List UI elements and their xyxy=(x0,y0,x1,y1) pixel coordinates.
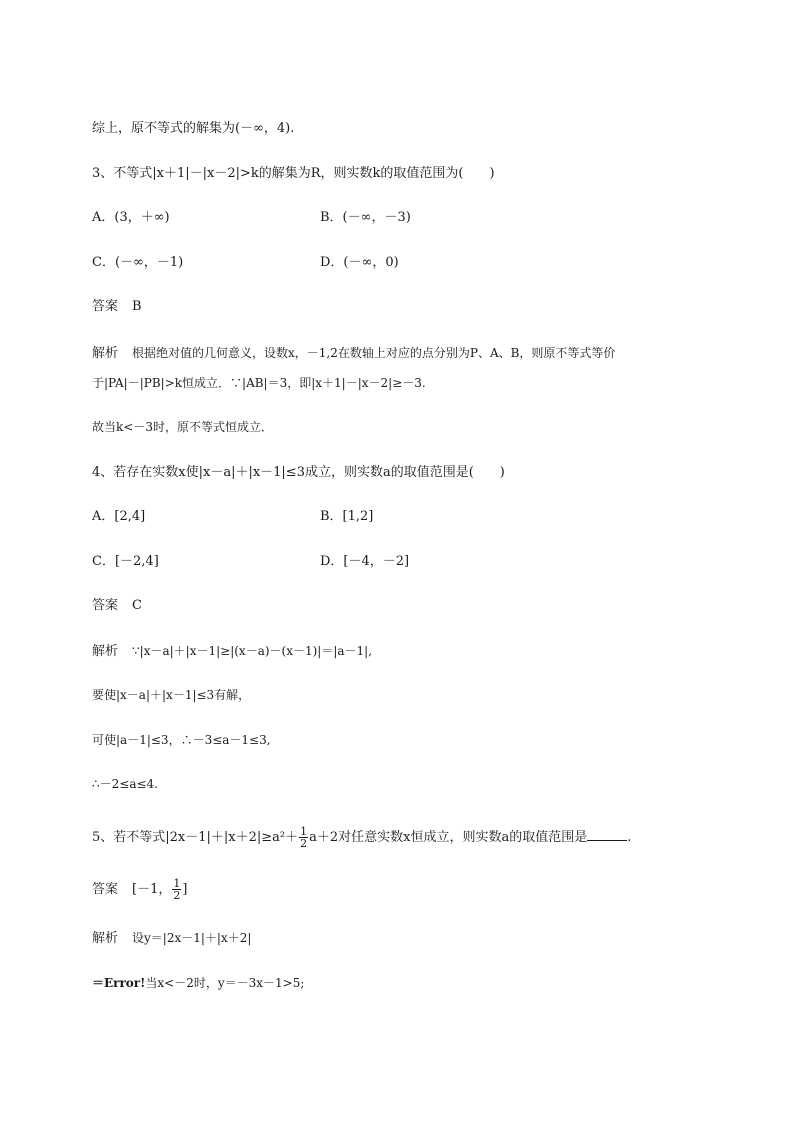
q4-answer xyxy=(92,597,142,615)
q5-answer-fraction xyxy=(172,878,181,901)
q4-option-c: C．[－2,4] xyxy=(92,554,159,569)
q5-stem-pre: 5、若不等式|2x－1|＋|x＋2|≥a²＋ xyxy=(92,830,299,845)
q4-analysis-line1 xyxy=(92,642,372,661)
q4-analysis-line2: 要使|x－a|＋|x－1|≤3有解， xyxy=(92,688,251,702)
fraction-numerator: 1 xyxy=(173,877,181,890)
fraction-denominator: 2 xyxy=(173,889,181,902)
q4-analysis-text1: ∵|x－a|＋|x－1|≥|(x－a)－(x－1)|＝|a－1|, xyxy=(132,644,373,658)
q4-stem: 4、若存在实数x使|x－a|＋|x－1|≤3成立，则实数a的取值范围是( ) xyxy=(92,465,505,480)
q3-answer xyxy=(92,298,142,316)
intro-conclusion: 综上，原不等式的解集为(－∞，4). xyxy=(92,121,295,136)
q4-option-d: D．[－4，－2] xyxy=(320,554,410,569)
q5-analysis-line2 xyxy=(92,974,304,992)
q5-analysis-line1 xyxy=(92,929,251,948)
q5-analysis-text1: 设y＝|2x－1|＋|x＋2| xyxy=(132,931,252,945)
q3-option-b: B．(－∞，－3) xyxy=(320,210,411,225)
q5-stem-end: . xyxy=(627,830,632,845)
analysis-label: 解析 xyxy=(92,346,119,361)
q5-answer-post: ] xyxy=(182,882,188,897)
q4-analysis-line4: ∴－2≤a≤4. xyxy=(92,777,158,791)
q3-analysis-text1: 根据绝对值的几何意义，设数x，－1,2在数轴上对应的点分别为P、A、B，则原不等式等价 xyxy=(132,346,616,360)
q5-stem-post: a＋2对任意实数x恒成立，则实数a的取值范围是 xyxy=(309,830,588,845)
q3-stem: 3、不等式|x＋1|－|x－2|>k的解集为R，则实数k的取值范围为( ) xyxy=(92,166,495,181)
q5-answer xyxy=(92,878,187,901)
fill-in-blank xyxy=(587,828,627,841)
q5-fraction xyxy=(299,826,308,849)
q4-option-b: B．[1,2] xyxy=(320,509,374,524)
q3-option-a: A．(3，＋∞) xyxy=(92,210,170,225)
q3-analysis-line2: 于|PA|－|PB|>k恒成立．∵|AB|＝3，即|x＋1|－|x－2|≥－3. xyxy=(92,376,426,390)
q3-option-d: D．(－∞，0) xyxy=(320,255,399,270)
q5-answer-pre: [－1， xyxy=(132,882,172,897)
error-text: ＝Error! xyxy=(92,976,146,990)
q5-stem xyxy=(92,826,631,849)
q3-option-c: C．(－∞，－1) xyxy=(92,255,184,270)
answer-label: 答案 xyxy=(92,299,119,314)
answer-label: 答案 xyxy=(92,882,119,897)
fraction-numerator: 1 xyxy=(300,825,308,838)
q5-analysis-text2: 当x<－2时，y＝－3x－1>5; xyxy=(145,976,305,990)
q4-option-a: A．[2,4] xyxy=(92,509,146,524)
q3-analysis-line1 xyxy=(92,344,615,363)
q4-answer-value: C xyxy=(132,598,142,613)
fraction-denominator: 2 xyxy=(300,837,308,850)
q3-answer-value: B xyxy=(132,299,142,314)
analysis-label: 解析 xyxy=(92,644,119,659)
analysis-label: 解析 xyxy=(92,931,119,946)
q3-analysis-line3: 故当k<－3时，原不等式恒成立． xyxy=(92,420,273,434)
answer-label: 答案 xyxy=(92,598,119,613)
q4-analysis-line3: 可使|a－1|≤3，∴－3≤a－1≤3, xyxy=(92,733,271,747)
